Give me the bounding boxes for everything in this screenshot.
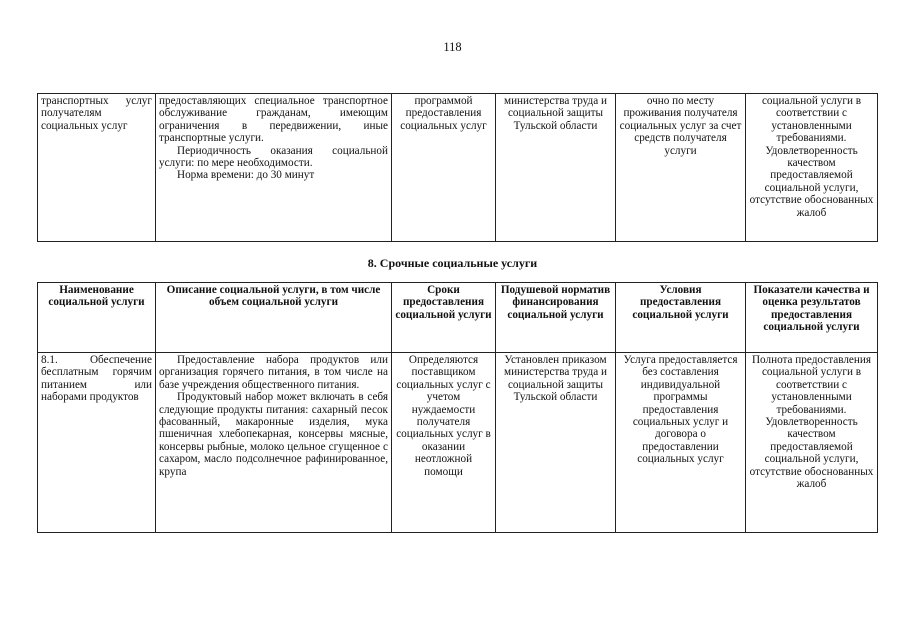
header-conditions: Условия предоставления социальной услуги [616,283,746,353]
table-header-row [38,283,878,353]
description-paragraph: Норма времени: до 30 минут [177,169,315,182]
page-number: 118 [443,40,462,54]
service-quality-cell: Полнота предоставления социальной услуги в соответствии с установленными требованиями. Удовлетворенность качеством предоставляемой социальной услуги, отсутствие обоснованных жалоб [746,353,878,533]
section-title: 8. Срочные социальные услуги [367,256,538,270]
description-paragraph: предоставляющих специальное транспортное обслуживание гражданам, имеющим ограничения в передвижении, иные транспортные услуги. [159,95,388,145]
service-name-cell: транспортных услуг получателям социальных услуг [38,94,156,242]
service-name-cell: 8.1. Обеспечение бесплатным горячим питанием или наборами продуктов [38,353,156,533]
service-conditions-cell: Услуга предоставляется без составления индивидуальной программы предоставления социальных услуг и договора о предоставлении социальных услуг [616,353,746,533]
header-terms: Сроки предоставления социальной услуги [392,283,496,353]
service-terms-cell: программой предоставления социальных услуг [392,94,496,242]
header-quality: Показатели качества и оценка результатов предоставления социальной услуги [746,283,878,353]
table-row [38,353,878,533]
header-description: Описание социальной услуги, в том числе объем социальной услуги [156,283,392,353]
header-name: Наименование социальной услуги [38,283,156,353]
urgent-services-table [37,282,878,533]
description-paragraph: Предоставление набора продуктов или организация горячего питания, в том числе на базе учреждения общественного питания. [159,354,388,391]
table-row [38,94,878,242]
service-financing-cell: министерства труда и социальной защиты Тульской области [496,94,616,242]
description-paragraph: Периодичность оказания социальной услуги: по мере необходимости. [159,144,388,170]
service-description-cell [156,353,392,533]
service-conditions-cell: очно по месту проживания получателя социальных услуг за счет средств получателя услуги [616,94,746,242]
description-paragraph: Продуктовый набор может включать в себя следующие продукты питания: сахарный песок фасованный, макаронные изделия, мука пшеничная хлебопекарная, консервы мясные, консервы рыбные, молоко цельное сгущенное с сахаром, масло подсолнечное рафинированное, крупа [159,391,388,478]
service-financing-cell: Установлен приказом министерства труда и социальной защиты Тульской области [496,353,616,533]
service-terms-cell: Определяются поставщиком социальных услуг с учетом нуждаемости получателя социальных услуг в оказании неотложной помощи [392,353,496,533]
header-financing: Подушевой норматив финансирования социальной услуги [496,283,616,353]
service-description-cell [156,94,392,242]
service-quality-cell: социальной услуги в соответствии с установленными требованиями. Удовлетворенность качеством предоставляемой социальной услуги, отсутствие обоснованных жалоб [746,94,878,242]
continuation-table [37,93,878,242]
